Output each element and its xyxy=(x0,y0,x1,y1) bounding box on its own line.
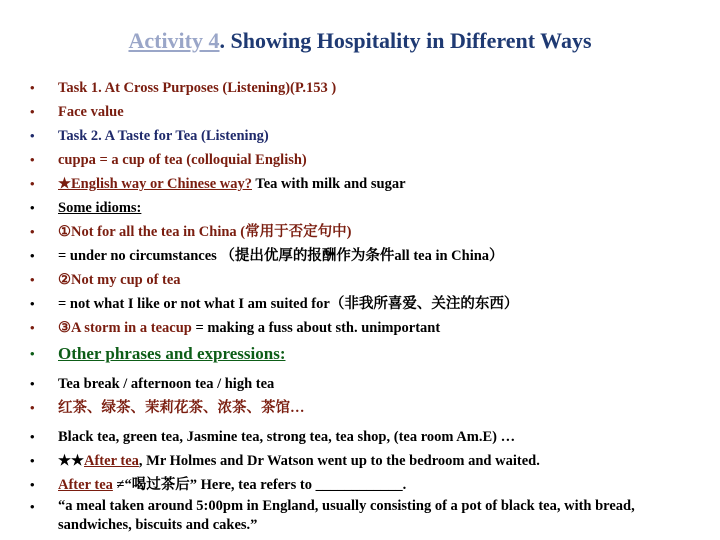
list-item: • ①Not for all the tea in China (常用于否定句中) xyxy=(30,220,710,244)
bullet-dot: • xyxy=(30,176,35,191)
bullet-dot: • xyxy=(30,80,35,95)
list-item: • = under no circumstances （提出优厚的报酬作为条件all tea in China） xyxy=(30,244,710,268)
list-item: • ★English way or Chinese way? Tea with milk and sugar xyxy=(30,172,710,196)
bullet-dot: • xyxy=(30,296,35,311)
slide-title xyxy=(0,28,720,54)
list-item: • = not what I like or not what I am suited for（非我所喜爱、关注的东西） xyxy=(30,292,710,316)
bullet-dot: • xyxy=(30,346,35,361)
list-item: • “a meal taken around 5:00pm in England, usually consisting of a pot of black tea, with bread, sandwiches, biscuits and cakes.” xyxy=(30,498,635,533)
bullet-dot: • xyxy=(30,400,35,415)
bullet-dot: • xyxy=(30,320,35,335)
list-item: • Other phrases and expressions: xyxy=(30,340,710,367)
bullet-dot: • xyxy=(30,499,35,514)
list-item: • Some idioms: xyxy=(30,196,710,220)
list-item: • Task 2. A Taste for Tea (Listening) xyxy=(30,124,710,148)
list-item: • cuppa = a cup of tea (colloquial English) xyxy=(30,148,710,172)
bullet-dot: • xyxy=(30,453,35,468)
bullet-dot: • xyxy=(30,376,35,391)
list-item: • Tea break / afternoon tea / high tea xyxy=(30,372,710,396)
bullet-dot: • xyxy=(30,477,35,492)
bullet-dot: • xyxy=(30,429,35,444)
list-item: • 红茶、绿茶、茉莉花茶、浓茶、茶馆… xyxy=(30,396,710,420)
title-text: . Showing Hospitality in Different Ways xyxy=(219,28,592,53)
list-item: • ②Not my cup of tea xyxy=(30,268,710,292)
list-item: • ★★After tea, Mr Holmes and Dr Watson went up to the bedroom and waited. xyxy=(30,449,710,473)
bullet-dot: • xyxy=(30,224,35,239)
list-item: • Face value xyxy=(30,100,710,124)
bullet-dot: • xyxy=(30,200,35,215)
list-item: • After tea ≠“喝过茶后” Here, tea refers to ____________. xyxy=(30,473,710,497)
list-item: • Task 1. At Cross Purposes (Listening)(P.153 ) xyxy=(30,76,710,100)
bullet-dot: • xyxy=(30,272,35,287)
bullet-dot: • xyxy=(30,152,35,167)
list-item: • ③A storm in a teacup = making a fuss about sth. unimportant xyxy=(30,316,710,340)
bullet-dot: • xyxy=(30,104,35,119)
activity-link[interactable]: Activity 4 xyxy=(128,28,220,53)
bullet-dot: • xyxy=(30,128,35,143)
bullet-dot: • xyxy=(30,248,35,263)
list-item: • Black tea, green tea, Jasmine tea, strong tea, tea shop, (tea room Am.E) … xyxy=(30,425,710,449)
bullet-list xyxy=(30,76,710,535)
